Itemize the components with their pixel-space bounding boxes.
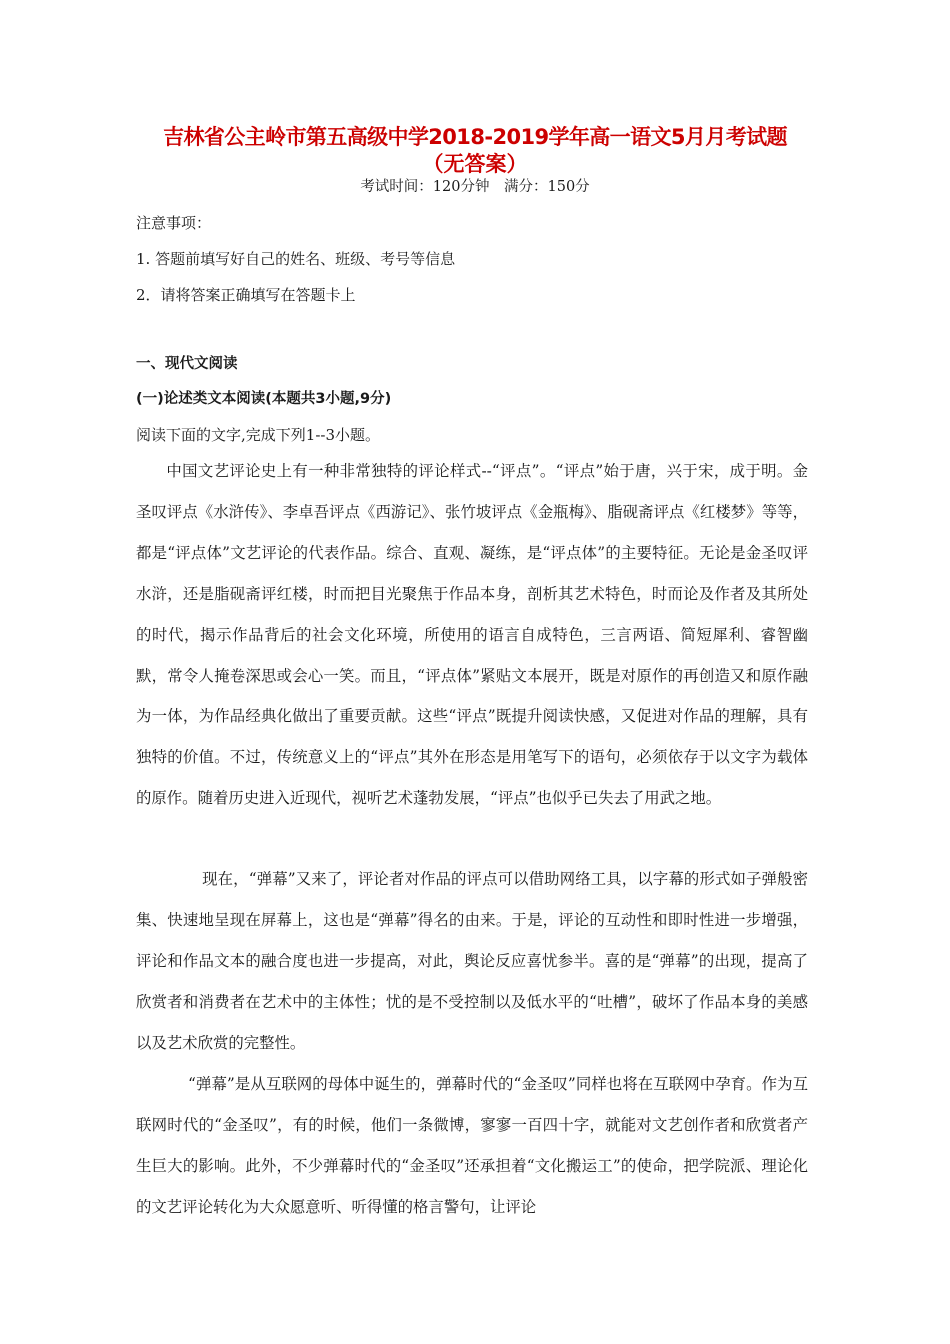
section-instruction: 阅读下面的文字,完成下列1--3小题。 (136, 426, 380, 444)
section-subheading: (一)论述类文本阅读(本题共3小题,9分) (136, 391, 392, 407)
paragraph-text: 现在，“弹幕”又来了，评论者对作品的评点可以借助网络工具，以字幕的形式如子弹般密集、快速地呈现在屏幕上，这也是“弹幕”得名的由来。于是，评论的互动性和即时性进一步增强，评论和作品文本的融合度也进一步提高，对此，舆论反应喜忧参半。喜的是“弹幕”的出现，提高了欣赏者和消费者在艺术中的主体性；忧的是不受控制以及低水平的“吐槽”，破坏了作品本身的美感以及艺术欣赏的完整性。 (136, 870, 808, 1052)
paragraph (136, 1064, 808, 1228)
paragraph (136, 451, 808, 819)
paragraph-text: “弹幕”是从互联网的母体中诞生的，弹幕时代的“金圣叹”同样也将在互联网中孕育。作为互联网时代的“金圣叹”，有的时候，他们一条微博，寥寥一百四十字，就能对文艺创作者和欣赏者产生巨大的影响。此外，不少弹幕时代的“金圣叹”还承担着“文化搬运工”的使命，把学院派、理论化的文艺评论转化为大众愿意听、听得懂的格言警句，让评论 (136, 1075, 808, 1216)
document-title: 吉林省公主岭市第五高级中学2018-2019学年高一语文5月月考试题 (163, 125, 787, 149)
section-heading: 一、现代文阅读 (136, 356, 238, 372)
notes-item: 1. 答题前填写好自己的姓名、班级、考号等信息 (136, 250, 456, 268)
exam-info: 考试时间：120分钟 满分：150分 (360, 179, 590, 195)
notes-item: 2．请将答案正确填写在答题卡上 (136, 286, 356, 304)
document-title-note: （无答案） (422, 152, 528, 176)
paragraph-text: 中国文艺评论史上有一种非常独特的评论样式--“评点”。“评点”始于唐，兴于宋，成于明。金圣叹评点《水浒传》、李卓吾评点《西游记》、张竹坡评点《金瓶梅》、脂砚斋评点《红楼梦》等等，都是“评点体”文艺评论的代表作品。综合、直观、凝练，是“评点体”的主要特征。无论是金圣叹评水浒，还是脂砚斋评红楼，时而把目光聚焦于作品本身，剖析其艺术特色，时而论及作者及其所处的时代，揭示作品背后的社会文化环境，所使用的语言自成特色，三言两语、简短犀利、睿智幽默，常令人掩卷深思或会心一笑。而且，“评点体”紧贴文本展开，既是对原作的再创造又和原作融为一体，为作品经典化做出了重要贡献。这些“评点”既提升阅读快感，又促进对作品的理解，具有独特的价值。不过，传统意义上的“评点”其外在形态是用笔写下的语句，必须依存于以文字为载体的原作。随着历史进入近现代，视听艺术蓬勃发展，“评点”也似乎已失去了用武之地。 (136, 462, 808, 808)
notes-heading: 注意事项： (136, 214, 212, 232)
paragraph (136, 859, 808, 1064)
